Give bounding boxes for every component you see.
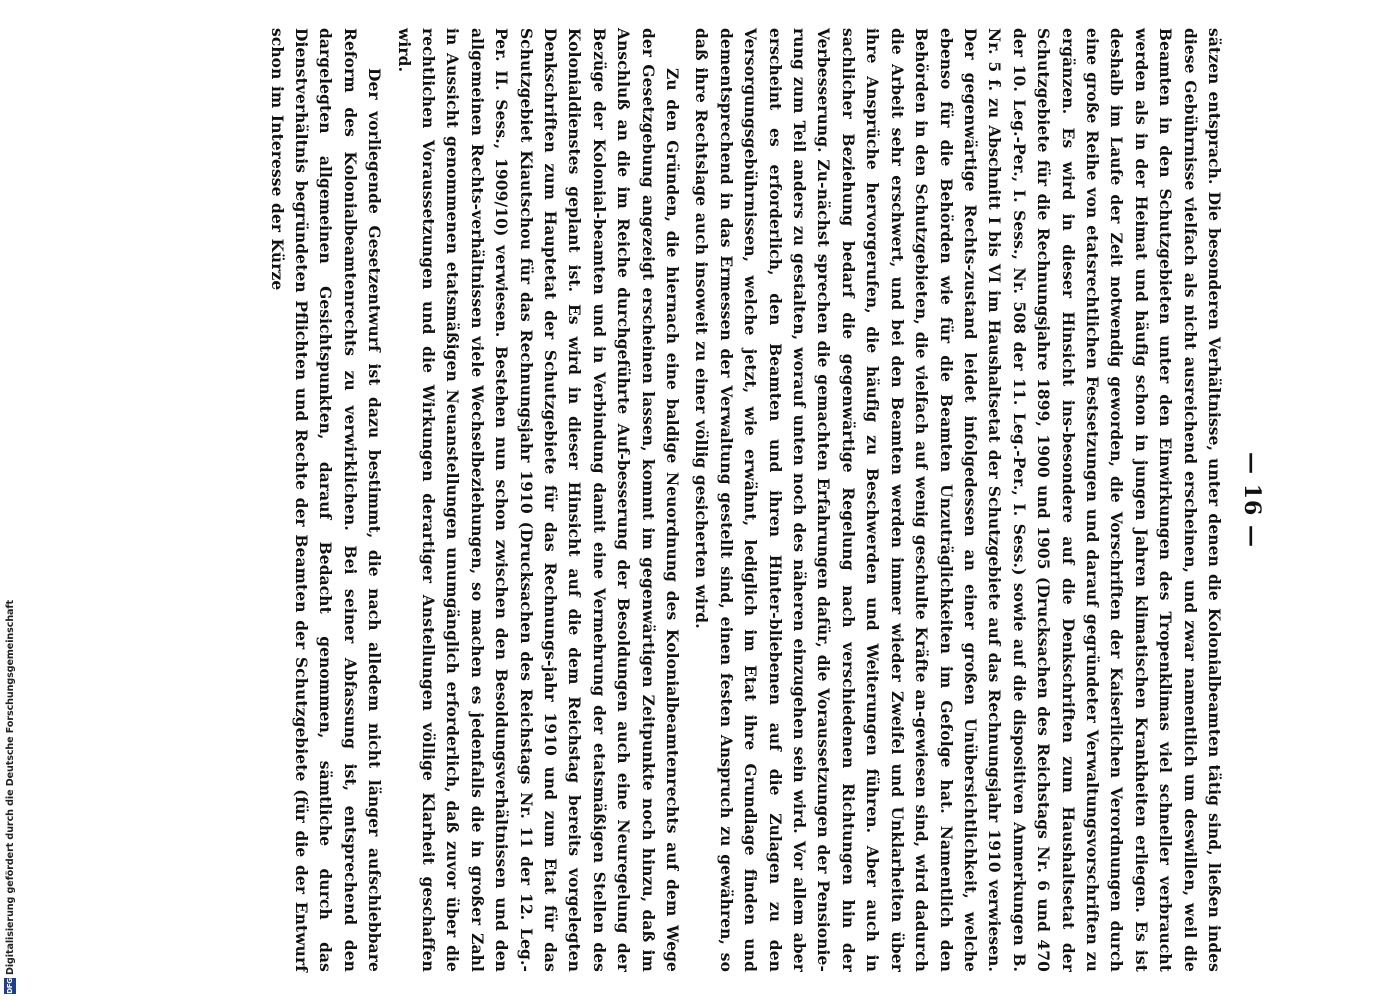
paragraph-2: Zu den Gründen, die hiernach eine baldige Neuordnung des Kolonialbeamtenrechts auf dem Wege der Gesetzgebung angezeigt erscheinen lassen, kommt im gegenwärtigen Zeitpunkte noch hinzu, daß im Anschluß an die im Reiche durchgeführte Auf-besserung der Besoldungen auch eine Neuregelung der Bezüge der Kolonial-beamten und in Verbindung damit eine Vermehrung der etatsmäßigen Stellen des Kolonialdienstes geplant ist. Es wird in dieser Hinsicht auf die dem Reichstag bereits vorgelegten Denkschriften zum Hauptetat der Schutzgebiete für das Rechnungs-jahr 1910 und zum Etat für das Schutzgebiet Kiautschou für das Rechnungsjahr 1910 (Drucksachen des Reichstags Nr. 11 der 12. Leg.-Per. II. Sess., 1909/10) verwiesen. Bestehen nun schon zwischen den Besoldungsverhältnissen und den allgemeinen Rechts-verhältnissen viele Wechselbeziehungen, so machen es jedenfalls die in großer Zahl in Aussicht genommenen etatsmäßigen Neuanstellungen unumgänglich erforderlich, daß zuvor über die rechtlichen Voraussetzungen und die Wirkungen derartiger Anstellungen völlige Klarheit geschaffen wird. (394, 28, 682, 972)
document-page (106, 6, 1278, 994)
dfg-logo-icon: DFG (6, 978, 14, 994)
paragraph-1: sätzen entsprach. Die besonderen Verhältnisse, unter denen die Kolonialbeamten tätig sind, ließen indes diese Gebührnisse vielfach als nicht ausreichend erscheinen, und zwar namentlich um deswillen, weil die Beamten in den Schutzgebieten unter den Einwirkungen des Tropenklimas viel schneller verbraucht werden als in der Heimat und häufig schon in jungen Jahren klimatischen Krankheiten erliegen. Es ist deshalb im Laufe der Zeit notwendig geworden, die Vorschriften der Kaiserlichen Verordnungen durch eine große Reihe von etatsrechtlichen Festsetzungen und darauf gegründeter Verwaltungsvorschriften zu ergänzen. Es wird in dieser Hinsicht ins-besondere auf die Denkschriften zum Haushaltsetat der Schutzgebiete für die Rechnungsjahre 1899, 1900 und 1905 (Drucksachen des Reichstags Nr. 6 und 470 der 10. Leg.-Per., I. Sess., Nr. 508 der 11. Leg.-Per., I. Sess.) sowie auf die dispositiven Anmerkungen B. Nr. 5 f. zu Abschnitt I bis VI im Haushaltsetat der Schutzgebiete auf das Rechnungsjahr 1910 verwiesen. Der gegenwärtige Rechts-zustand leidet infolgedessen an einer großen Unübersichtlichkeit, welche ebenso für die Behörden wie für die Beamten Unzuträglichkeiten im Gefolge hat. Namentlich den Behörden in den Schutzgebieten, die vielfach auf wenig geschulte Kräfte an-gewiesen sind, wird dadurch die Arbeit sehr erschwert, und bei den Beamten werden immer wieder Zweifel und Unklarheiten über ihre Ansprüche hervorgerufen, die häufig zu Beschwerden und Weiterungen führen. Aber auch in sachlicher Beziehung bedarf die gegenwärtige Regelung nach verschiedenen Richtungen hin der Verbesserung. Zu-nächst sprechen die gemachten Erfahrungen dafür, die Voraussetzungen der Pensionie-rung zum Teil anders zu gestalten, worauf unten noch des näheren einzugehen sein wird. Vor allem aber erscheint es erforderlich, den Beamten und ihren Hinter-bliebenen auf die Zulagen zu den Versorgungsgebührnissen, welche jetzt, wie erwähnt, lediglich im Etat ihre Grundlage finden und dementsprechend in das Ermessen der Verwaltung gestellt sind, einen festen Anspruch zu gewähren, so daß ihre Rechtslage auch insoweit zu einer völlig gesicherten wird. (692, 28, 1223, 972)
digitization-credit-line (2, 600, 18, 994)
page-number: — 16 — (1239, 452, 1265, 548)
digitization-credit (2, 600, 18, 994)
document-page-content (106, 6, 1278, 994)
paragraph-3: Der vorliegende Gesetzentwurf ist dazu bestimmt, die nach alledem nicht länger aufschiebbare Reform des Kolonialbeamtenrechts zu verwirklichen. Bei seiner Abfassung ist, entsprechend den dargelegten allgemeinen Gesichtspunkten, darauf Bedacht genommen, sämtliche durch das Dienstverhältnis begründeten Pflichten und Rechte der Beamten der Schutzgebiete (für die der Entwurf schon im Interesse der Kürze (267, 28, 384, 972)
digitization-credit-text: Digitalisierung gefördert durch die Deutsche Forschungsgemeinschaft (4, 600, 16, 976)
